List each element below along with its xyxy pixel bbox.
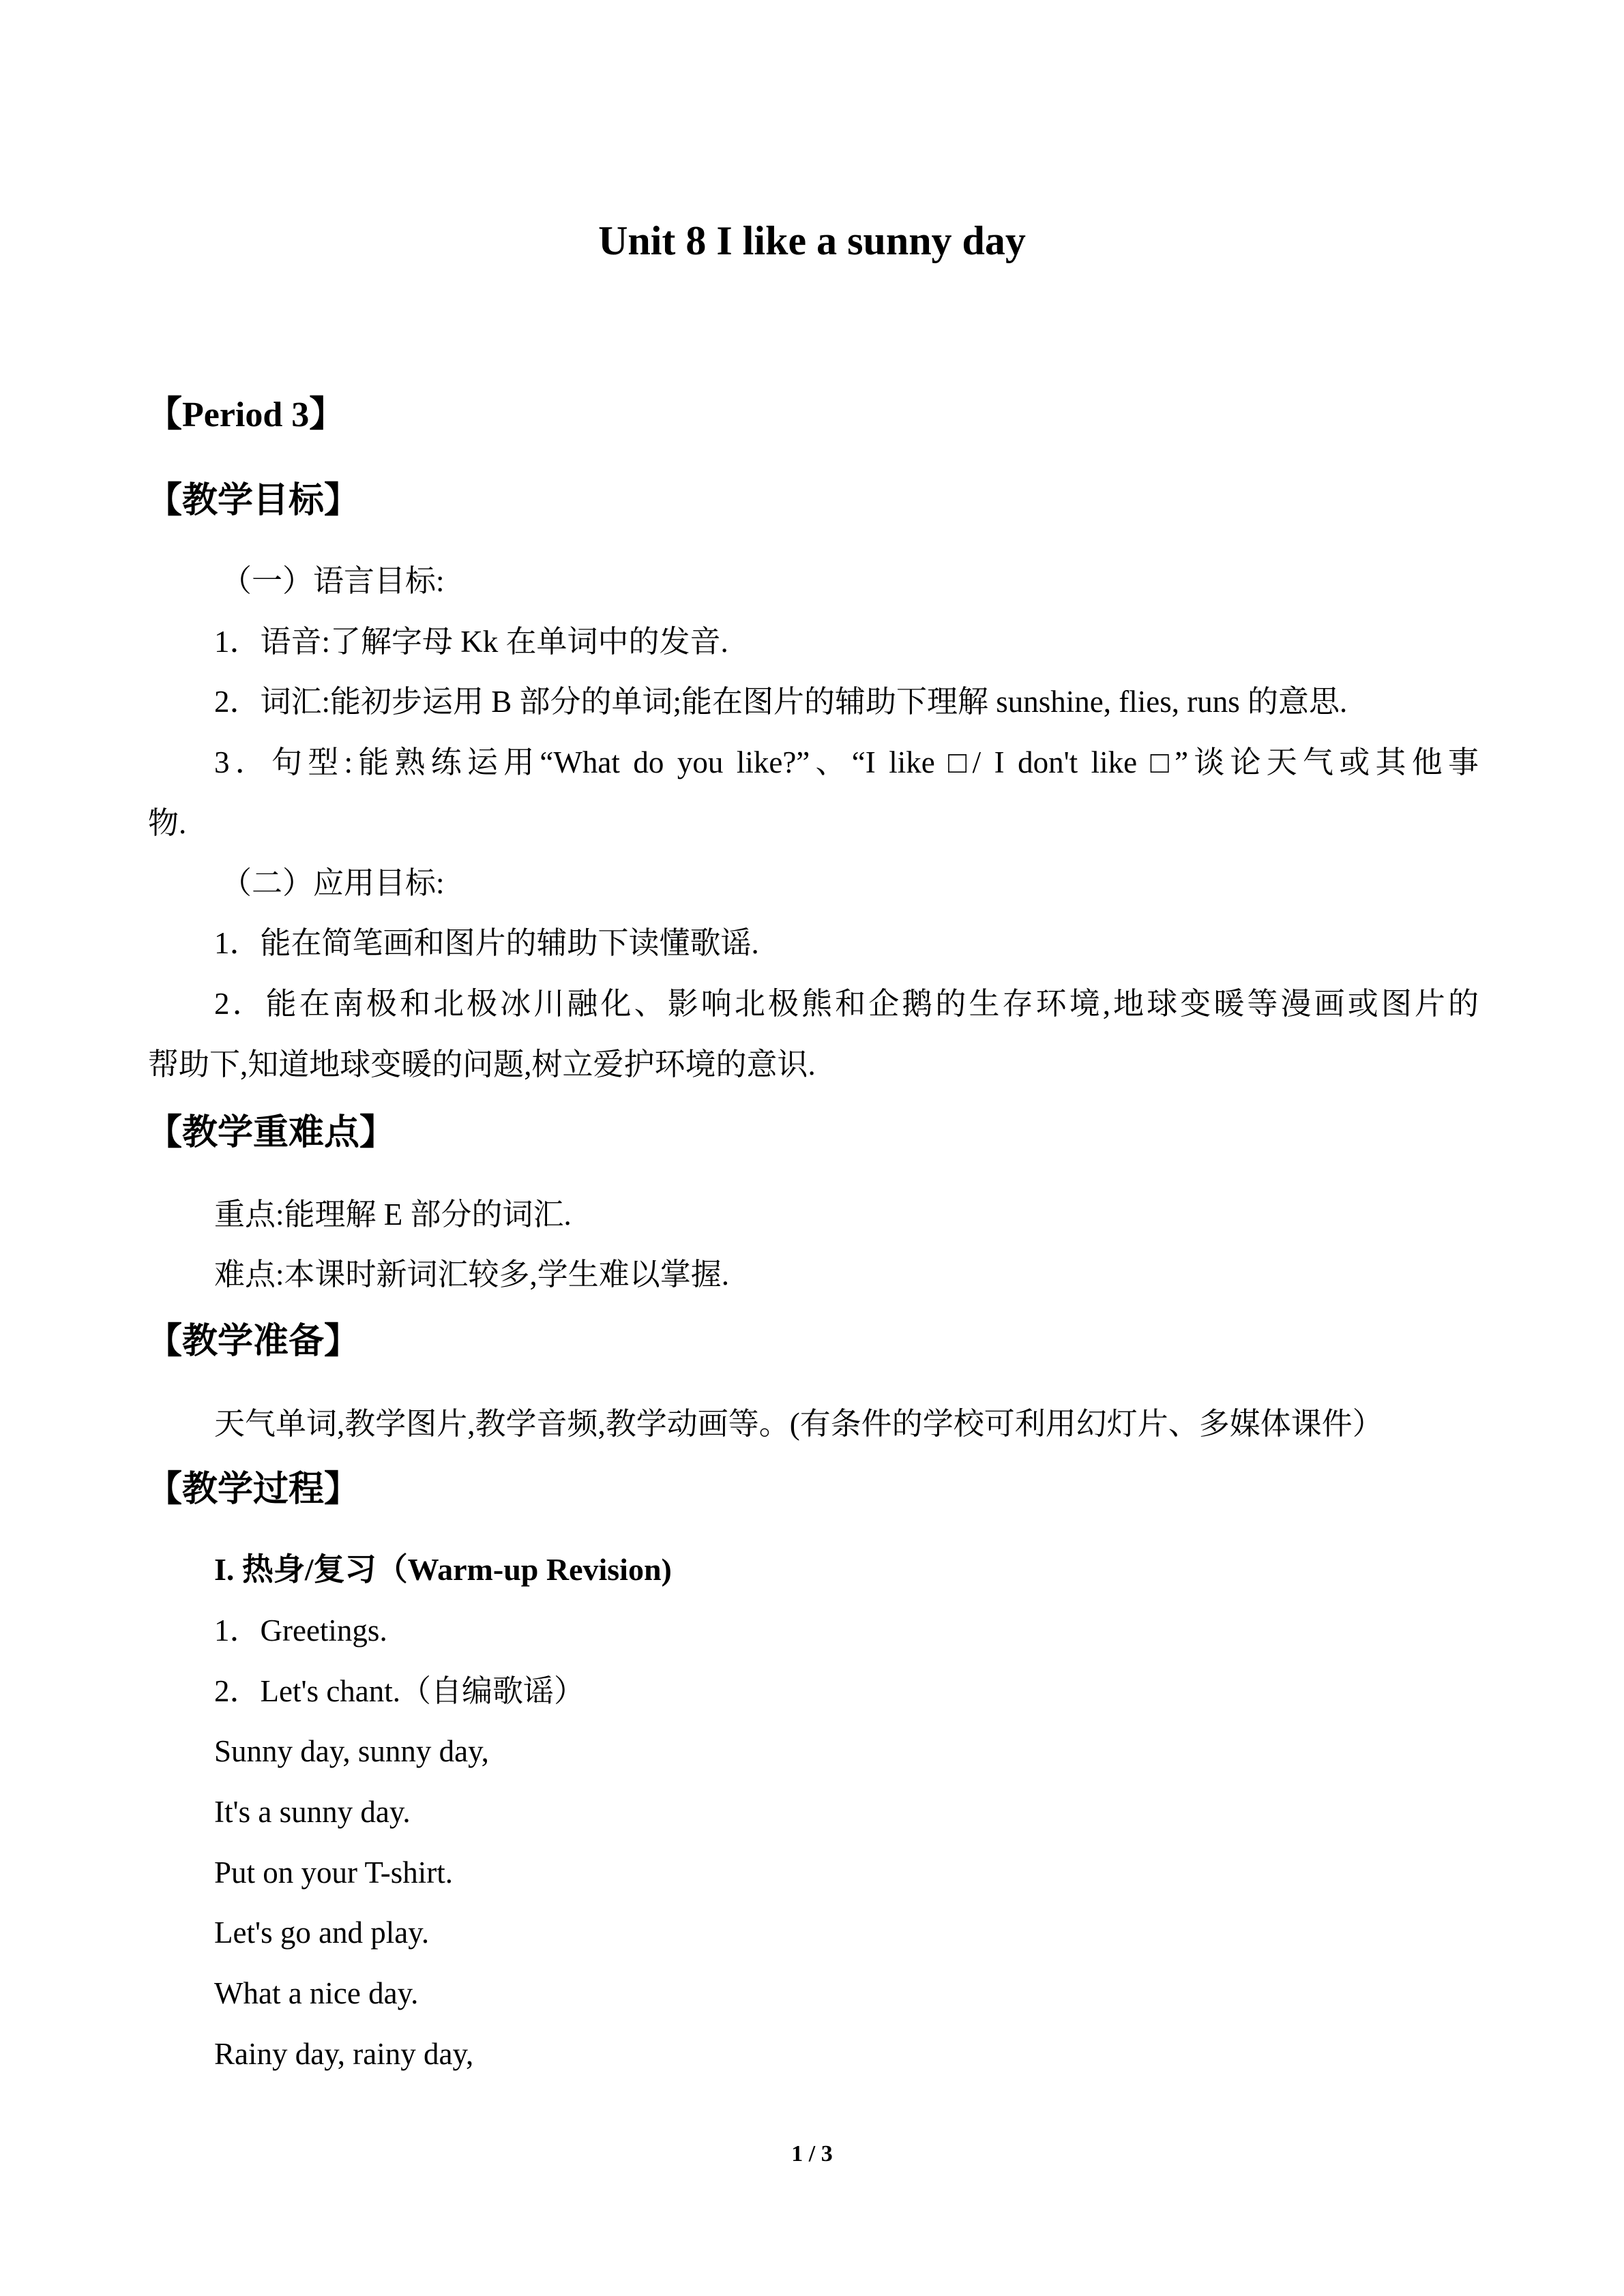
difficult-point-item: 难点:本课时新词汇较多,学生难以掌握.: [214, 1257, 730, 1292]
language-objective-item-continued: 物.: [148, 806, 187, 840]
key-points-heading: 【教学重难点】: [147, 1114, 396, 1152]
language-objective-item: 1．语音:了解字母 Kk 在单词中的发音.: [214, 625, 728, 659]
language-objective-item: 2．词汇:能初步运用 B 部分的单词;能在图片的辅助下理解 sunshine, flies, runs 的意思.: [214, 685, 1348, 719]
application-objective-item: 1．能在简笔画和图片的辅助下读懂歌谣.: [214, 926, 759, 960]
application-objectives-subheading: （二）应用目标:: [221, 866, 445, 900]
key-point-item: 重点:能理解 E 部分的词汇.: [214, 1197, 572, 1232]
chant-line: Let's go and play.: [214, 1915, 430, 1950]
chant-line: What a nice day.: [214, 1976, 419, 2010]
preparation-text: 天气单词,教学图片,教学音频,教学动画等。(有条件的学校可利用幻灯片、多媒体课件）: [214, 1407, 1383, 1441]
period-heading: 【Period 3】: [147, 396, 345, 434]
document-title: Unit 8 I like a sunny day: [598, 218, 1026, 263]
chant-line: Put on your T-shirt.: [214, 1855, 454, 1890]
preparation-heading: 【教学准备】: [147, 1322, 360, 1361]
application-objective-item-continued: 帮助下,知道地球变暖的问题,树立爱护环境的意识.: [148, 1047, 816, 1082]
page-number: 1 / 3: [791, 2141, 833, 2166]
warm-up-item: 2．Let's chant.（自编歌谣）: [214, 1674, 585, 1708]
language-objectives-subheading: （一）语言目标:: [221, 564, 445, 598]
warm-up-item: 1．Greetings.: [214, 1613, 387, 1648]
chant-line: Sunny day, sunny day,: [214, 1734, 489, 1768]
application-objective-item: 2．能在南极和北极冰川融化、影响北极熊和企鹅的生存环境,地球变暖等漫画或图片的: [214, 987, 1479, 1021]
objectives-heading: 【教学目标】: [147, 481, 360, 520]
warm-up-heading: I. 热身/复习（Warm-up Revision): [214, 1552, 672, 1587]
process-heading: 【教学过程】: [147, 1470, 360, 1509]
language-objective-item: 3．句型:能熟练运用“What do you like?”、“I like □/ I don't like □”谈论天气或其他事: [214, 745, 1479, 779]
chant-line: Rainy day, rainy day,: [214, 2037, 474, 2071]
chant-line: It's a sunny day.: [214, 1795, 411, 1829]
